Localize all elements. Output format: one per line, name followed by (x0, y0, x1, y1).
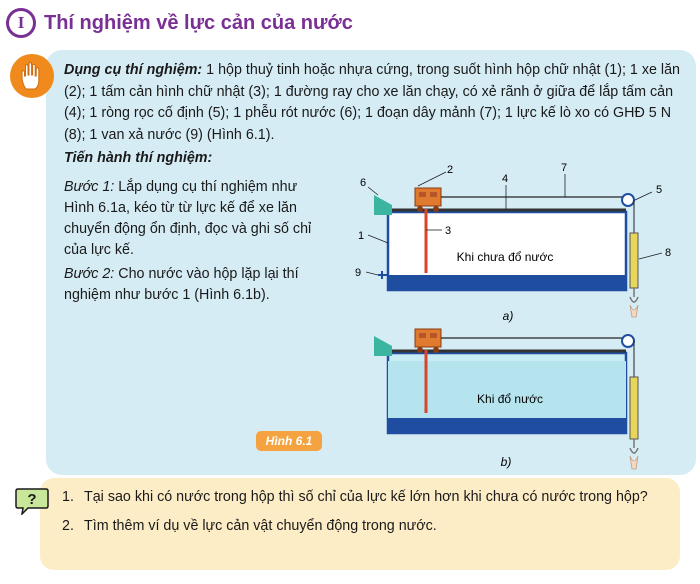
question-1-number: 1. (62, 489, 74, 505)
callout-6: 6 (360, 177, 367, 189)
step-2-label: Bước 2: (64, 266, 115, 282)
callout-8: 8 (665, 247, 672, 259)
callout-3: 3 (445, 225, 452, 237)
spring-scale-b (630, 377, 638, 439)
tank-b-base (388, 418, 626, 433)
callout-1: 1 (358, 230, 365, 242)
figure-a-text: Khi chưa đổ nước (456, 250, 554, 264)
water-b (388, 361, 626, 421)
equipment-paragraph (64, 60, 684, 146)
figure-b-label: b) (500, 455, 512, 469)
callout-9: 9 (355, 267, 362, 279)
section-title: Thí nghiệm về lực cản của nước (44, 11, 353, 34)
question-1-text: Tại sao khi có nước trong hộp thì số chỉ của lực kế lớn hơn khi chưa có nước trong hộp? (84, 489, 648, 505)
question-list (62, 486, 662, 538)
figure-b-text: Khi đổ nước (477, 392, 543, 406)
step-2-text: Cho nước vào hộp lặp lại thí nghiệm như bước 1 (Hình 6.1b). (64, 266, 299, 303)
callout-2: 2 (447, 164, 454, 176)
spring-scale-a (630, 233, 638, 288)
step-1-label: Bước 1: (64, 179, 115, 195)
step-1-text: Lắp dụng cụ thí nghiệm như Hình 6.1a, kéo từ từ lực kế để xe lăn chuyển động ổn định, đọc và ghi số chỉ của lực kế. (64, 179, 312, 258)
callout-7: 7 (561, 162, 568, 174)
cart-b (415, 329, 441, 347)
figure-a-label: a) (502, 309, 514, 323)
tank-a-base (388, 275, 626, 290)
section-title-row (6, 6, 353, 40)
experiment-diagram (330, 155, 690, 475)
question-2-text: Tìm thêm ví dụ về lực cản vật chuyển động trong nước. (84, 518, 437, 534)
pulley-a (622, 194, 634, 206)
callout-5: 5 (656, 184, 663, 196)
question-icon (14, 487, 50, 515)
figure-b (374, 329, 638, 469)
question-2-number: 2. (62, 518, 74, 534)
svg-text:?: ? (27, 491, 37, 508)
callout-4: 4 (502, 173, 509, 185)
step-2 (64, 264, 314, 306)
section-number-badge: I (6, 8, 36, 38)
funnel-a (374, 195, 392, 215)
equipment-text: 1 hộp thuỷ tinh hoặc nhựa cứng, trong suốt hình hộp chữ nhật (1); 1 xe lăn (2); 1 tấm cản hình chữ nhật (3); 1 đường ray cho xe lăn chạy, có xẻ rãnh ở giữa để lắp tấm cản (4); 1 ròng rọc cố định (5); 1 phễu rót nước (6); 1 đoạn dây mảnh (7); 1 lực kế lò xo có GHĐ 5 N (8); 1 van xả nước (9) (Hình 6.1). (64, 62, 680, 143)
figure-a (355, 162, 671, 323)
figure-caption: Hình 6.1 (256, 431, 322, 451)
question-1 (62, 486, 662, 509)
equipment-label: Dụng cụ thí nghiệm: (64, 62, 203, 78)
question-2 (62, 515, 662, 538)
step-1 (64, 177, 314, 261)
procedure-heading: Tiến hành thí nghiệm: (64, 150, 213, 166)
cart-a (415, 188, 441, 206)
funnel-b (374, 336, 392, 356)
pulley-b (622, 335, 634, 347)
hand-icon (10, 54, 54, 98)
